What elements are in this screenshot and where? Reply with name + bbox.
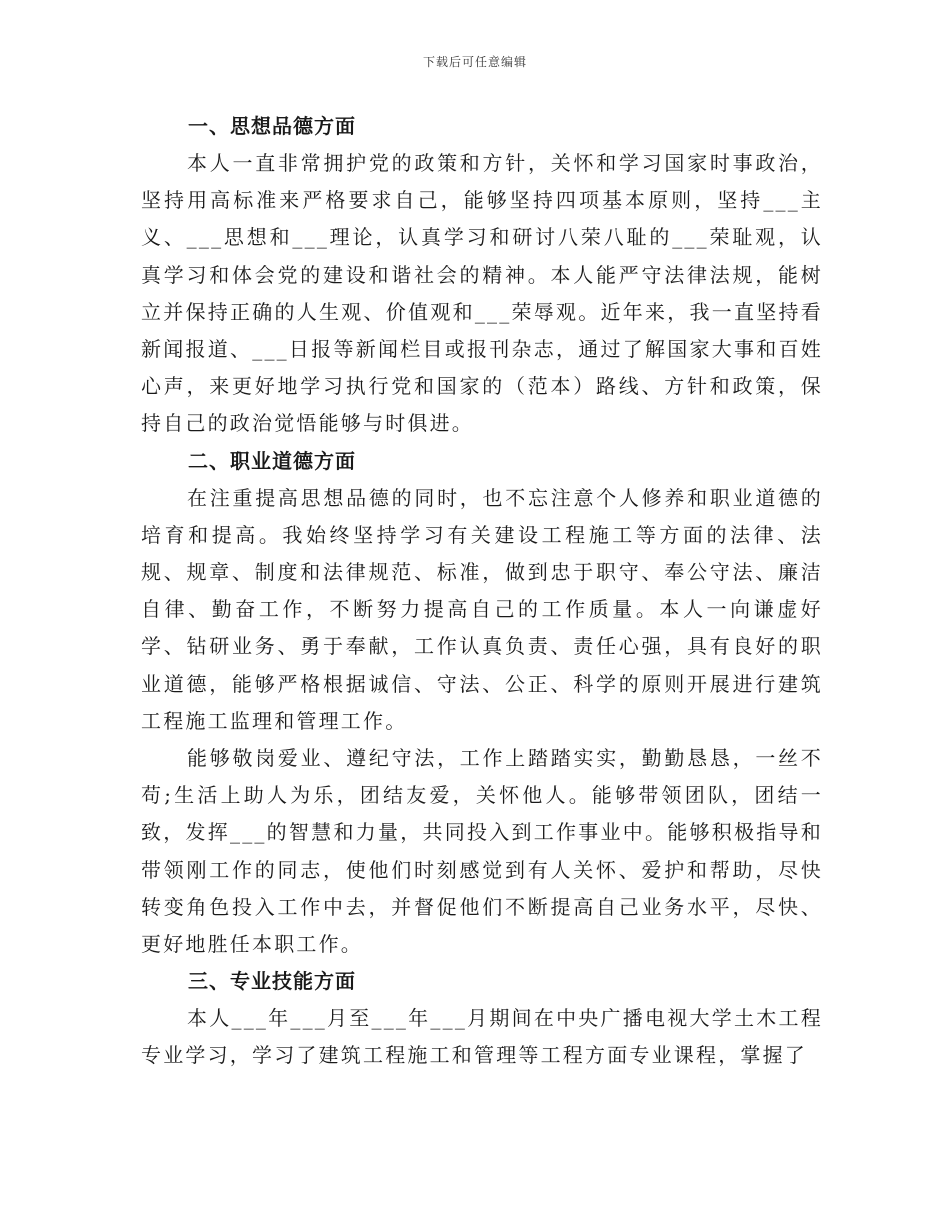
- section-heading: 二、职业道德方面: [188, 448, 356, 473]
- paragraph: 在注重提高思想品德的同时，也不忘注意个人修养和职业道德的培育和提高。我始终坚持学习有关建设工程施工等方面的法律、法规、规章、制度和法律规范、标准，做到忠于职守、奉公守法、廉洁自律、勤奋工作，不断努力提高自己的工作质量。本人一向谦虚好学、钻研业务、勇于奉献，工作认真负责、责任心强，具有良好的职业道德，能够严格根据诚信、守法、公正、科学的原则开展进行建筑工程施工监理和管理工作。: [141, 485, 823, 733]
- paragraph: 本人___年___月至___年___月期间在中央广播电视大学土木工程专业学习，学习了建筑工程施工和管理等工程方面专业课程，掌握了: [141, 1006, 823, 1068]
- section-professional-skills: [141, 963, 823, 1074]
- paragraph: 能够敬岗爱业、遵纪守法，工作上踏踏实实，勤勤恳恳，一丝不苟;生活上助人为乐，团结友爱，关怀他人。能够带领团队，团结一致，发挥___的智慧和力量，共同投入到工作事业中。能够积极指导和带领刚工作的同志，使他们时刻感觉到有人关怀、爱护和帮助，尽快转变角色投入工作中去，并督促他们不断提高自己业务水平，尽快、更好地胜任本职工作。: [141, 746, 823, 957]
- document-body: [141, 108, 823, 1075]
- paragraph: 本人一直非常拥护党的政策和方针，关怀和学习国家时事政治，坚持用高标准来严格要求自己，能够坚持四项基本原则，坚持___主义、___思想和___理论，认真学习和研讨八荣八耻的___荣耻观，认真学习和体会党的建设和谐社会的精神。本人能严守法律法规，能树立并保持正确的人生观、价值观和___荣辱观。近年来，我一直坚持看新闻报道、___日报等新闻栏目或报刊杂志，通过了解国家大事和百姓心声，来更好地学习执行党和国家的（范本）路线、方针和政策，保持自己的政治觉悟能够与时俱进。: [141, 151, 823, 436]
- section-heading: 一、思想品德方面: [188, 114, 356, 138]
- section-professional-ethics: [141, 443, 823, 964]
- section-ideology: [141, 108, 823, 443]
- header-note: 下载后可任意编辑: [422, 55, 527, 69]
- section-heading: 三、专业技能方面: [188, 969, 356, 994]
